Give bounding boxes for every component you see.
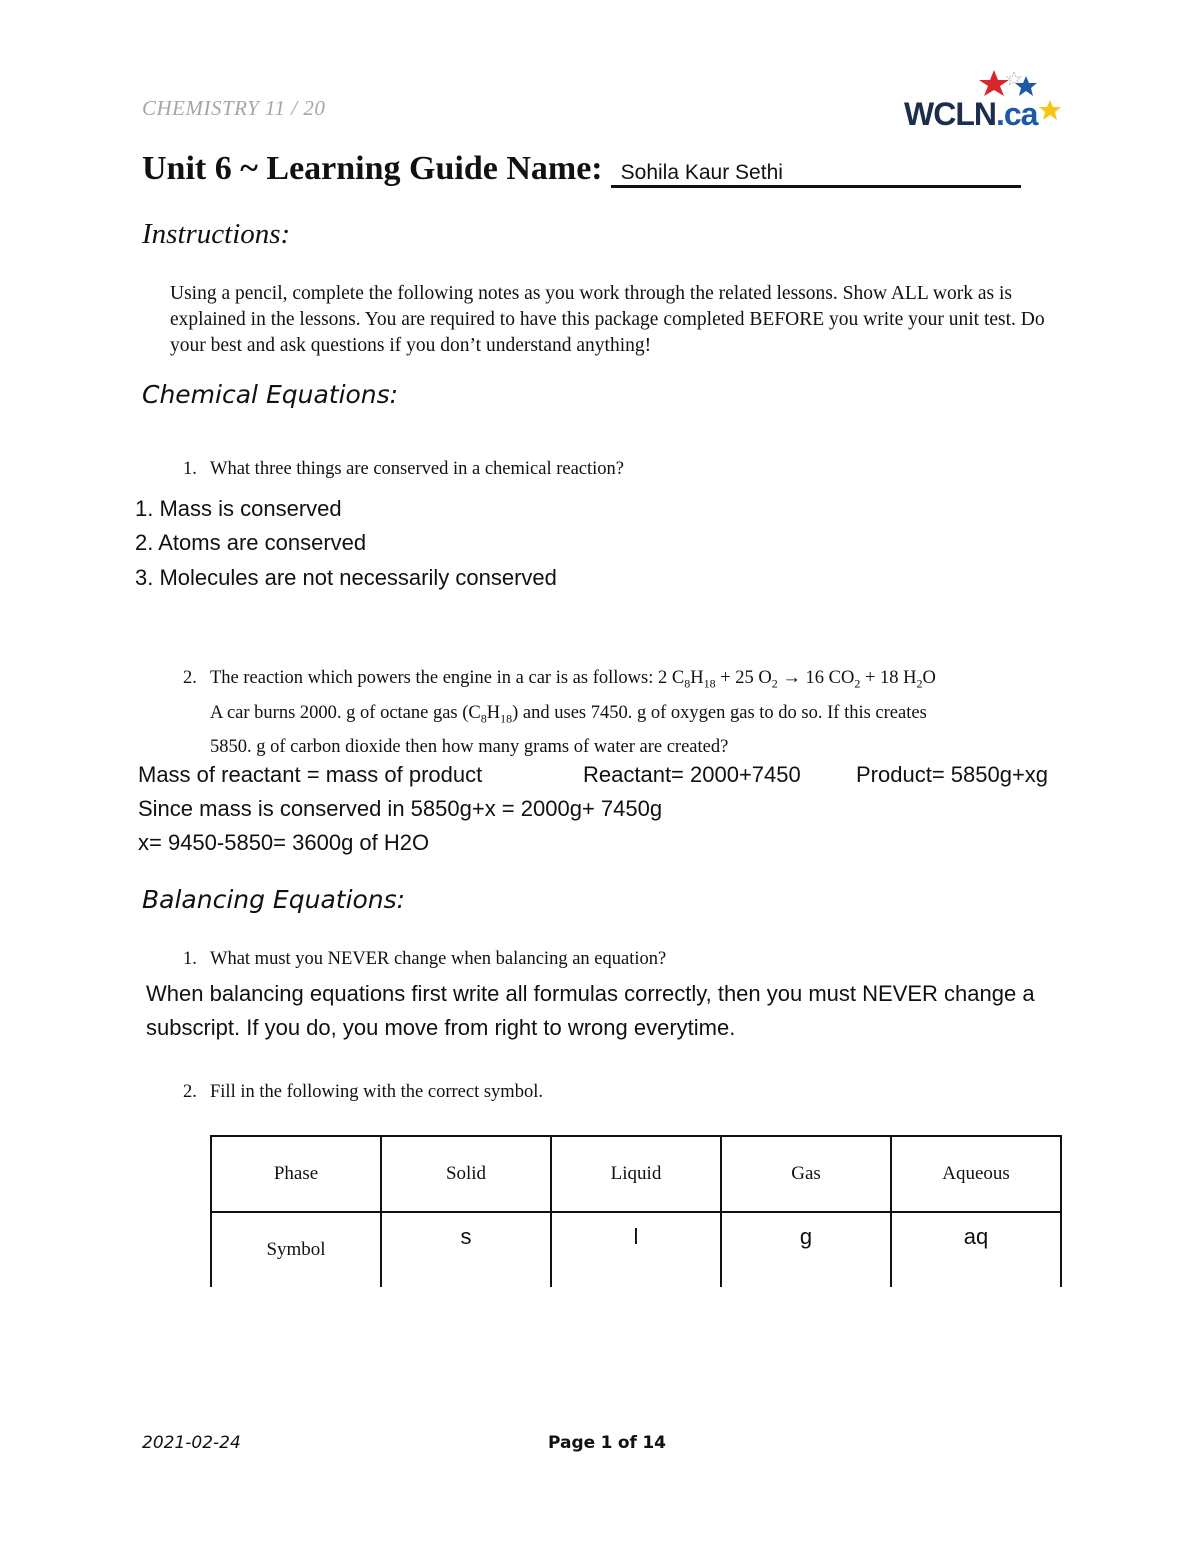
name-field xyxy=(611,151,1021,188)
instructions-heading: Instructions: xyxy=(142,218,291,250)
table-cell xyxy=(891,1212,1061,1287)
table-row xyxy=(211,1212,1061,1287)
answer-line: subscript. If you do, you move from right to wrong everytime. xyxy=(146,1015,736,1040)
table-header-cell: Phase xyxy=(211,1136,381,1212)
instructions-text: Using a pencil, complete the following notes as you work through the related lessons. Show ALL work as is explained in the lessons. You are required to have this package completed BEFORE you write your unit test. Do your best and ask questions if you don’t understand anything! xyxy=(170,283,1045,356)
question-line: A car burns 2000. g of octane gas $(C_8H_{18})$ and uses 7450. g of oxygen gas to do so. If this creates xyxy=(210,702,927,726)
question-1 xyxy=(183,455,624,484)
table-header-cell: Solid xyxy=(381,1136,551,1212)
question-text: Fill in the following with the correct symbol. xyxy=(210,1082,543,1102)
row-label-cell: Symbol xyxy=(211,1212,381,1287)
question-2 xyxy=(183,1078,543,1107)
question-line: The reaction which powers the engine in a car is as follows: 2 $C_8H_{18} + 25$ $O_2 \to 16$ $CO_2 + 18$ $H_2O$ xyxy=(210,668,936,691)
question-number: 1. xyxy=(183,949,197,969)
logo-text: WCLN.ca xyxy=(904,96,1038,132)
course-label: CHEMISTRY 11 / 20 xyxy=(142,96,326,120)
footer-date: 2021-02-24 xyxy=(142,1433,241,1453)
question-2 xyxy=(183,664,1090,762)
chemical-equations-heading: Chemical Equations: xyxy=(142,380,399,409)
title-text: Unit 6 ~ Learning Guide xyxy=(142,150,498,187)
table-cell xyxy=(721,1212,891,1287)
question-1 xyxy=(183,945,667,974)
table-header-cell: Liquid xyxy=(551,1136,721,1212)
answer-line: Since mass is conserved in 5850g+x = 2000g+ 7450g xyxy=(138,796,663,821)
answer-line: Reactant= 2000+7450 xyxy=(583,762,801,787)
phase-symbol-table xyxy=(210,1135,1062,1287)
name-value: Sohila Kaur Sethi xyxy=(620,161,783,184)
table-header-cell: Aqueous xyxy=(891,1136,1061,1212)
question-text: What three things are conserved in a chemical reaction? xyxy=(210,459,624,479)
balancing-equations-heading: Balancing Equations: xyxy=(142,885,406,914)
answer-line: x= 9450-5850= 3600g of H2O xyxy=(138,830,430,855)
page-number: Page 1 of 14 xyxy=(548,1433,666,1453)
answer-line: 2. Atoms are conserved xyxy=(135,530,367,555)
question-number: 1. xyxy=(183,459,197,479)
table-row xyxy=(211,1136,1061,1212)
answer-line: 3. Molecules are not necessarily conserved xyxy=(135,565,557,590)
answer-line: When balancing equations first write all formulas correctly, then you must NEVER change a xyxy=(146,981,1035,1006)
answer-line: 1. Mass is conserved xyxy=(135,496,342,521)
question-line: 5850. g of carbon dioxide then how many grams of water are created? xyxy=(210,737,729,758)
name-label: Name: xyxy=(506,150,603,187)
question-number: 2. xyxy=(183,1082,197,1102)
symbol-value: g xyxy=(799,1224,813,1249)
table-cell xyxy=(381,1212,551,1287)
symbol-value: s xyxy=(460,1224,472,1249)
page-title xyxy=(142,150,1021,188)
question-text: What must you NEVER change when balancing an equation? xyxy=(210,949,667,969)
symbol-value: l xyxy=(633,1224,639,1249)
table-cell xyxy=(551,1212,721,1287)
symbol-value: aq xyxy=(963,1224,989,1249)
table-header-cell: Gas xyxy=(721,1136,891,1212)
question-number: 2. xyxy=(183,668,197,688)
arrow-icon: → xyxy=(777,668,806,688)
answer-line: Mass of reactant = mass of product xyxy=(138,762,483,787)
wcln-logo xyxy=(904,68,1064,138)
answer-line: Product= 5850g+xg xyxy=(856,762,1049,787)
